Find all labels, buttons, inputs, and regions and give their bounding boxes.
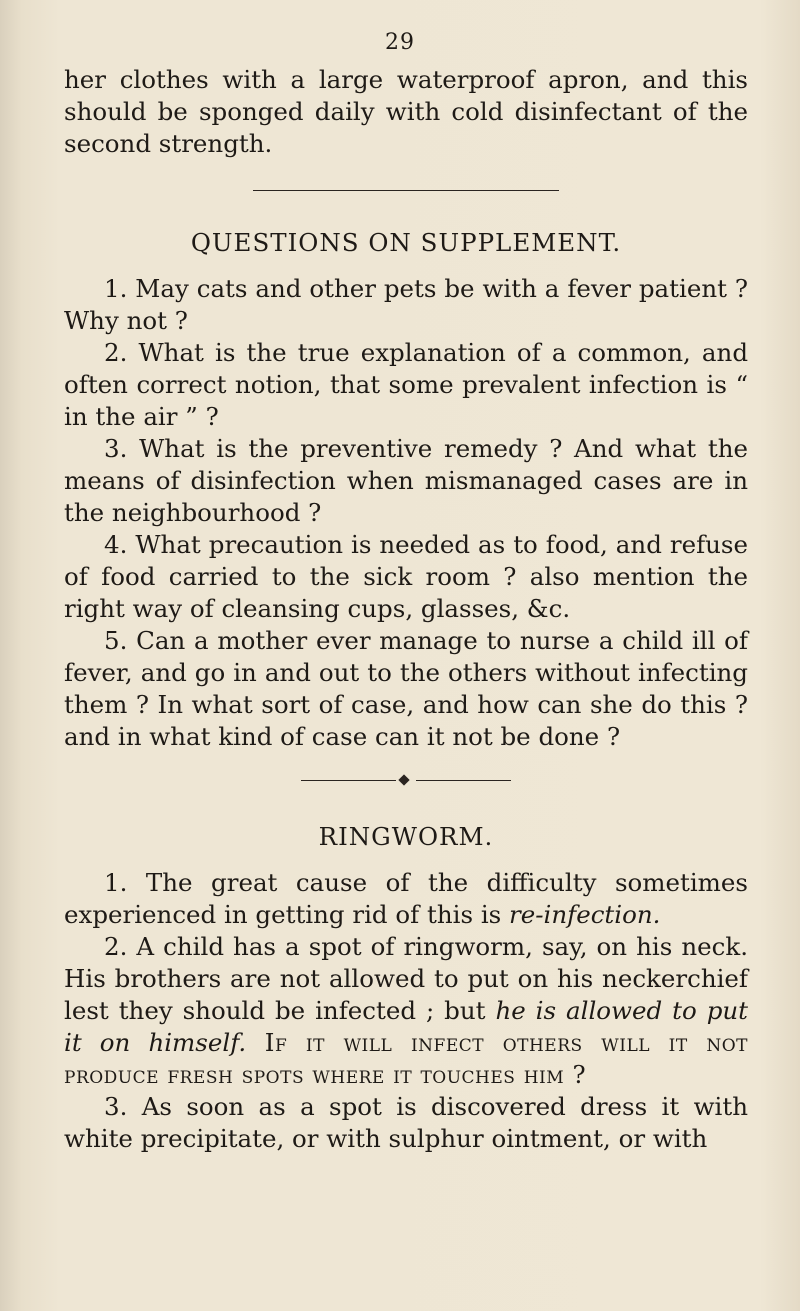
ringworm-paragraph-3: 3. As soon as a spot is discovered dress it with white precipitate, or with sulphur ointment, or with (64, 1092, 748, 1153)
question-item: 3. What is the preventive remedy ? And what the means of disinfection when mismanaged cases are in the neighbourhood ? (64, 434, 748, 527)
ringworm-p2-italic: he is allowed to put it on himself. (64, 996, 748, 1057)
ringworm-heading: RINGWORM. (318, 822, 494, 851)
diamond-ornament-icon (398, 774, 409, 785)
opening-paragraph: her clothes with a large waterproof apron, and this should be sponged daily with cold disinfectant of the second strength. (64, 65, 748, 158)
ringworm-paragraph-2 (64, 931, 748, 1091)
ringworm-p1-text: 1. The great cause of the difficulty sometimes experienced in getting rid of this is (64, 868, 748, 929)
ringworm-paragraph-1 (64, 867, 748, 931)
ornamental-divider (301, 775, 511, 787)
ornament-line-right (416, 780, 511, 781)
questions-heading: QUESTIONS ON SUPPLEMENT. (190, 228, 622, 257)
page-content (64, 64, 748, 1155)
question-item: 1. May cats and other pets be with a fever patient ? Why not ? (64, 274, 748, 335)
ringworm-p1-italic: re-infection. (509, 900, 661, 929)
ornament-line-left (301, 780, 396, 781)
page-number: 29 (385, 30, 415, 55)
ringworm-p2-text: 2. A child has a spot of ringworm, say, on his neck. His brothers are not allowed to put on his neckerchief lest they should be infected ; but (64, 932, 748, 1025)
question-item: 4. What precaution is needed as to food, and refuse of food carried to the sick room ? also mention the right way of cleansing cups, glasses, &c. (64, 530, 748, 623)
section-divider-rule (253, 190, 559, 191)
question-item: 2. What is the true explanation of a common, and often correct notion, that some prevalent infection is “ in the air ” ? (64, 338, 748, 431)
ringworm-p2-smallcaps: If it will infect others will it not produce fresh spots where it touches him ? (64, 1028, 748, 1089)
question-item: 5. Can a mother ever manage to nurse a child ill of fever, and go in and out to the others without infecting them ? In what sort of case, and how can she do this ? and in what kind of case can it not be done ? (64, 626, 748, 751)
